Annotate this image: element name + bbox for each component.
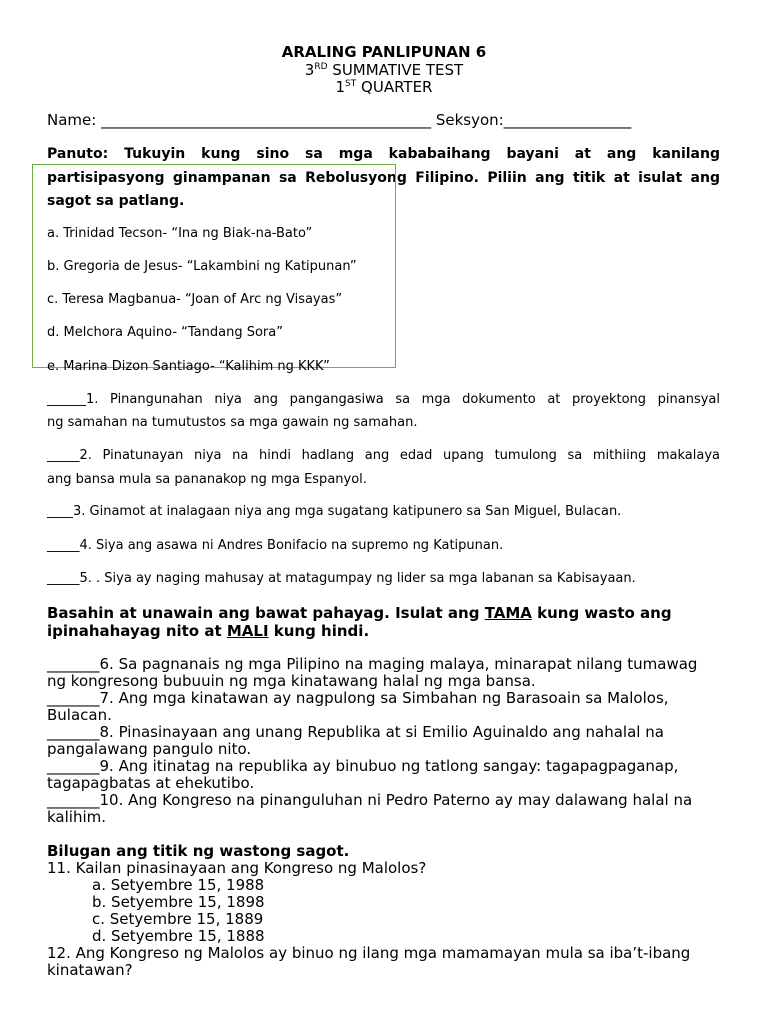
question-8-cont: pangalawang pangulo nito. (47, 740, 252, 758)
instruction-text: kung hindi. (268, 622, 370, 640)
question-9-cont: tagapagbatas at ehekutibo. (47, 774, 255, 792)
choice-e: e. Marina Dizon Santiago- “Kalihim ng KKK” (47, 359, 330, 374)
part2-instruction (47, 604, 720, 622)
choice-a: a. Trinidad Tecson- “Ina ng Biak-na-Bato” (47, 226, 313, 241)
ordinal-suffix: RD (314, 62, 328, 72)
instruction-text: Basahin at unawain ang bawat pahayag. Isulat ang (47, 604, 485, 622)
name-label: Name: (47, 111, 102, 129)
question-1: ______1. Pinangunahan niya ang pangangasiwa sa mga dokumento at proyektong pinansyal (47, 392, 720, 407)
q11-choice-b: b. Setyembre 15, 1898 (92, 893, 265, 911)
test-title: ARALING PANLIPUNAN 6 (281, 43, 487, 61)
section-label: Seksyon: (431, 111, 504, 129)
part3-instruction: Bilugan ang titik ng wastong sagot. (47, 842, 350, 860)
section-field[interactable]: _________________ (503, 111, 632, 129)
question-8: _______8. Pinasinayaan ang unang Republika at si Emilio Aguinaldo ang nahalal na (47, 723, 664, 741)
part2-instruction-cont (47, 622, 720, 640)
test-subtitle (0, 61, 768, 79)
instruction-line: partisipasyong ginampanan sa Rebolusyong Filipino. Piliin ang titik at isulat ang (47, 170, 720, 186)
instruction-text: ipinahahayag nito at (47, 622, 227, 640)
question-2: _____2. Pinatunayan niya na hindi hadlang ang edad upang tumulong sa mithiing makalaya (47, 448, 720, 463)
question-12-cont: kinatawan? (47, 961, 133, 979)
question-3: ____3. Ginamot at inalagaan niya ang mga sugatang katipunero sa San Miguel, Bulacan. (47, 504, 622, 519)
instruction-line: sagot sa patlang. (47, 193, 185, 209)
instruction-line: Panuto: Tukuyin kung sino sa mga kababaihang bayani at ang kanilang (47, 146, 720, 162)
ordinal-number: 1 (335, 78, 346, 96)
question-7: _______7. Ang mga kinatawan ay nagpulong sa Simbahan ng Barasoain sa Malolos, (47, 689, 669, 707)
question-6: _______6. Sa pagnanais ng mga Pilipino na maging malaya, minarapat nilang tumawag (47, 655, 698, 673)
question-6-cont: ng kongresong bubuuin ng mga kinatawang halal ng mga bansa. (47, 672, 536, 690)
ordinal-suffix: ST (345, 79, 357, 89)
question-4: _____4. Siya ang asawa ni Andres Bonifacio na supremo ng Katipunan. (47, 538, 504, 553)
subtitle-text: SUMMATIVE TEST (327, 61, 464, 79)
q11-choice-d: d. Setyembre 15, 1888 (92, 927, 265, 945)
choice-b: b. Gregoria de Jesus- “Lakambini ng Katipunan” (47, 259, 357, 274)
ordinal-number: 3 (304, 61, 315, 79)
question-10-cont: kalihim. (47, 808, 107, 826)
choice-c: c. Teresa Magbanua- “Joan of Arc ng Visayas” (47, 292, 343, 307)
q11-choice-c: c. Setyembre 15, 1889 (92, 910, 264, 928)
question-2-cont: ang bansa mula sa pananakop ng mga Espanyol. (47, 472, 367, 487)
quarter-label (0, 78, 768, 96)
q11-choice-a: a. Setyembre 15, 1988 (92, 876, 265, 894)
name-field[interactable]: ____________________________________________ (101, 111, 432, 129)
question-1-cont: ng samahan na tumutustos sa mga gawain ng samahan. (47, 415, 418, 430)
question-5: _____5. . Siya ay naging mahusay at matagumpay ng lider sa mga labanan sa Kabisayaan. (47, 571, 636, 586)
question-9: _______9. Ang itinatag na republika ay binubuo ng tatlong sangay: tagapagpaganap, (47, 757, 679, 775)
instruction-text: kung wasto ang (531, 604, 672, 622)
question-11: 11. Kailan pinasinayaan ang Kongreso ng Malolos? (47, 859, 427, 877)
question-10: _______10. Ang Kongreso na pinanguluhan ni Pedro Paterno ay may dalawang halal na (47, 791, 693, 809)
tama-keyword: TAMA (484, 604, 532, 622)
question-7-cont: Bulacan. (47, 706, 112, 724)
question-12: 12. Ang Kongreso ng Malolos ay binuo ng ilang mga mamamayan mula sa iba’t-ibang (47, 944, 691, 962)
quarter-text: QUARTER (356, 78, 433, 96)
choice-d: d. Melchora Aquino- “Tandang Sora” (47, 325, 283, 340)
mali-keyword: MALI (226, 622, 269, 640)
name-row (47, 111, 720, 129)
